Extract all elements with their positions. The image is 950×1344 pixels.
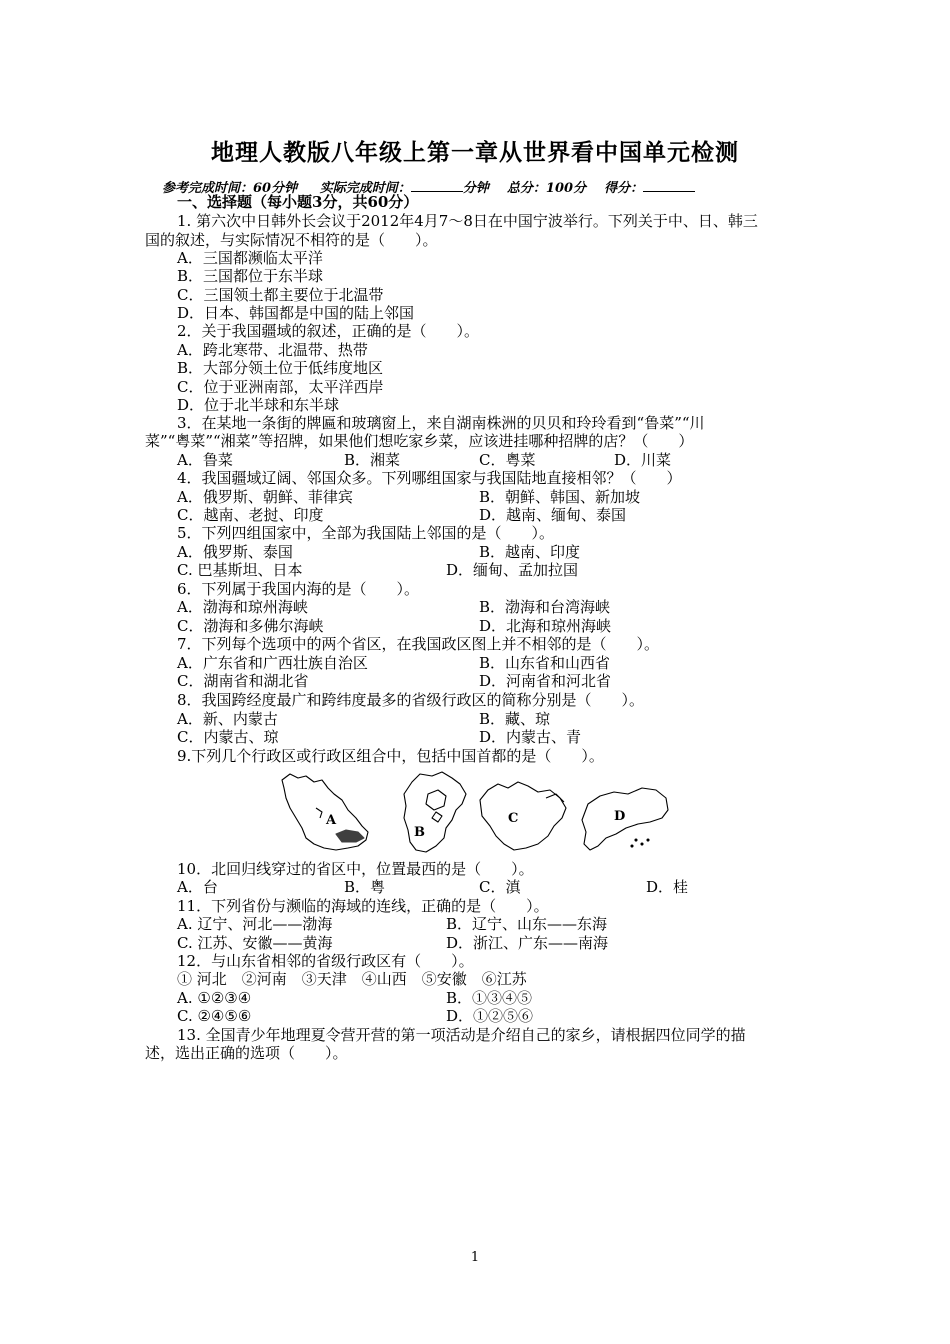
q1-stem-line1: 1. 第六次中日韩外长会议于2012年4月7～8日在中国宁波举行。下列关于中、日、韩三 [177, 212, 758, 230]
q8-stem: 8．我国跨经度最广和跨纬度最多的省级行政区的简称分别是（ ）。 [177, 691, 645, 709]
score-blank [643, 179, 695, 192]
q8-option-c: C．内蒙古、琼 [177, 728, 279, 746]
ref-time-label: 参考完成时间： [162, 181, 254, 196]
q7-option-d: D．河南省和河北省 [479, 672, 612, 690]
q11-option-a: A. 辽宁、河北——渤海 [177, 915, 333, 933]
q13-stem-line2: 述，选出正确的选项（ ）。 [145, 1044, 348, 1062]
q10-option-c: C．滇 [479, 878, 521, 896]
q5-option-c: C. 巴基斯坦、日本 [177, 561, 303, 579]
total-value: 100分 [545, 181, 587, 196]
q8-option-d: D．内蒙古、青 [479, 728, 582, 746]
q13-stem-line1: 13. 全国青少年地理夏令营开营的第一项活动是介绍自己的家乡，请根据四位同学的描 [177, 1026, 746, 1044]
q12-option-d: D．①②⑤⑥ [446, 1007, 534, 1025]
q1-option-c: C．三国领土都主要位于北温带 [177, 286, 384, 304]
q6-option-b: B．渤海和台湾海峡 [479, 598, 611, 616]
q6-option-a: A．渤海和琼州海峡 [177, 598, 308, 616]
q2-option-d: D．位于北半球和东半球 [177, 396, 340, 414]
score-label: 得分： [604, 181, 644, 196]
q1-stem-line2: 国的叙述，与实际情况不相符的是（ ）。 [145, 231, 438, 249]
q8-option-b: B．藏、琼 [479, 710, 551, 728]
q3-option-b: B．湘菜 [344, 451, 401, 469]
q6-stem: 6．下列属于我国内海的是（ ）。 [177, 580, 420, 598]
q12-option-c: C. ②④⑤⑥ [177, 1007, 252, 1025]
q9-stem: 9.下列几个行政区或行政区组合中，包括中国首都的是（ ）。 [177, 747, 604, 765]
q5-option-b: B．越南、印度 [479, 543, 581, 561]
q1-option-d: D．日本、韩国都是中国的陆上邻国 [177, 304, 415, 322]
section-heading: 一、选择题（每小题3分，共60分） [177, 193, 419, 211]
q11-option-d: D．浙江、广东——南海 [446, 934, 609, 952]
document-title: 地理人教版八年级上第一章从世界看中国单元检测 [211, 139, 739, 166]
map-label-d: D [614, 809, 626, 824]
map-outline-b [404, 772, 466, 852]
q7-stem: 7．下列每个选项中的两个省区，在我国政区图上并不相邻的是（ ）。 [177, 635, 660, 653]
q7-option-b: B．山东省和山西省 [479, 654, 611, 672]
q2-option-c: C．位于亚洲南部，太平洋西岸 [177, 378, 384, 396]
q5-option-d: D．缅甸、孟加拉国 [446, 561, 579, 579]
q6-option-d: D．北海和琼州海峡 [479, 617, 612, 635]
q5-stem: 5．下列四组国家中，全部为我国陆上邻国的是（ ）。 [177, 524, 555, 542]
q4-option-c: C．越南、老挝、印度 [177, 506, 324, 524]
q10-option-a: A．台 [177, 878, 218, 896]
q10-stem: 10．北回归线穿过的省区中，位置最西的是（ ）。 [177, 860, 534, 878]
q2-option-a: A．跨北寒带、北温带、热带 [177, 341, 368, 359]
q10-option-d: D．桂 [646, 878, 689, 896]
q12-option-a: A. ①②③④ [177, 989, 252, 1007]
actual-time-label: 实际完成时间： [319, 181, 411, 196]
q4-option-d: D．越南、缅甸、泰国 [479, 506, 627, 524]
actual-time-unit: 分钟 [462, 181, 489, 196]
q2-stem: 2．关于我国疆域的叙述，正确的是（ ）。 [177, 322, 480, 340]
q11-option-b: B．辽宁、山东——东海 [446, 915, 608, 933]
province-outline-maps [276, 768, 672, 856]
q1-option-a: A．三国都濒临太平洋 [177, 249, 323, 267]
q12-items: ① 河北 ②河南 ③天津 ④山西 ⑤安徽 ⑥江苏 [177, 970, 527, 988]
q3-stem-line2: 菜”“粤菜”“湘菜”等招牌，如果他们想吃家乡菜，应该进挂哪种招牌的店？（ ） [145, 432, 694, 450]
q2-option-b: B．大部分领土位于低纬度地区 [177, 359, 384, 377]
q5-option-a: A．俄罗斯、泰国 [177, 543, 293, 561]
q12-stem: 12．与山东省相邻的省级行政区有（ ）。 [177, 952, 474, 970]
q7-option-c: C．湖南省和湖北省 [177, 672, 309, 690]
q8-option-a: A．新、内蒙古 [177, 710, 278, 728]
q4-option-a: A．俄罗斯、朝鲜、菲律宾 [177, 488, 353, 506]
page-number: 1 [470, 1250, 480, 1265]
q6-option-c: C．渤海和多佛尔海峡 [177, 617, 324, 635]
q3-option-a: A．鲁菜 [177, 451, 233, 469]
q3-stem-line1: 3．在某地一条街的牌匾和玻璃窗上，来自湖南株洲的贝贝和玲玲看到“鲁菜”“川 [177, 414, 705, 432]
q4-option-b: B．朝鲜、韩国、新加坡 [479, 488, 641, 506]
map-label-c: C [508, 811, 519, 826]
total-label: 总分： [506, 181, 546, 196]
map-outline-c [480, 782, 566, 850]
q3-option-c: C．粤菜 [479, 451, 536, 469]
q4-stem: 4．我国疆域辽阔、邻国众多。下列哪组国家与我国陆地直接相邻？（ ） [177, 469, 682, 487]
q10-option-b: B．粤 [344, 878, 386, 896]
q7-option-a: A．广东省和广西壮族自治区 [177, 654, 368, 672]
q11-stem: 11．下列省份与濒临的海域的连线，正确的是（ ）。 [177, 897, 549, 915]
q12-option-b: B．①③④⑤ [446, 989, 533, 1007]
ref-time-value: 60分钟 [253, 181, 298, 196]
map-label-a: A [326, 813, 337, 828]
map-label-b: B [414, 825, 425, 840]
q3-option-d: D．川菜 [614, 451, 672, 469]
actual-time-blank [411, 179, 463, 192]
q11-option-c: C. 江苏、安徽——黄海 [177, 934, 333, 952]
q1-option-b: B．三国都位于东半球 [177, 267, 324, 285]
